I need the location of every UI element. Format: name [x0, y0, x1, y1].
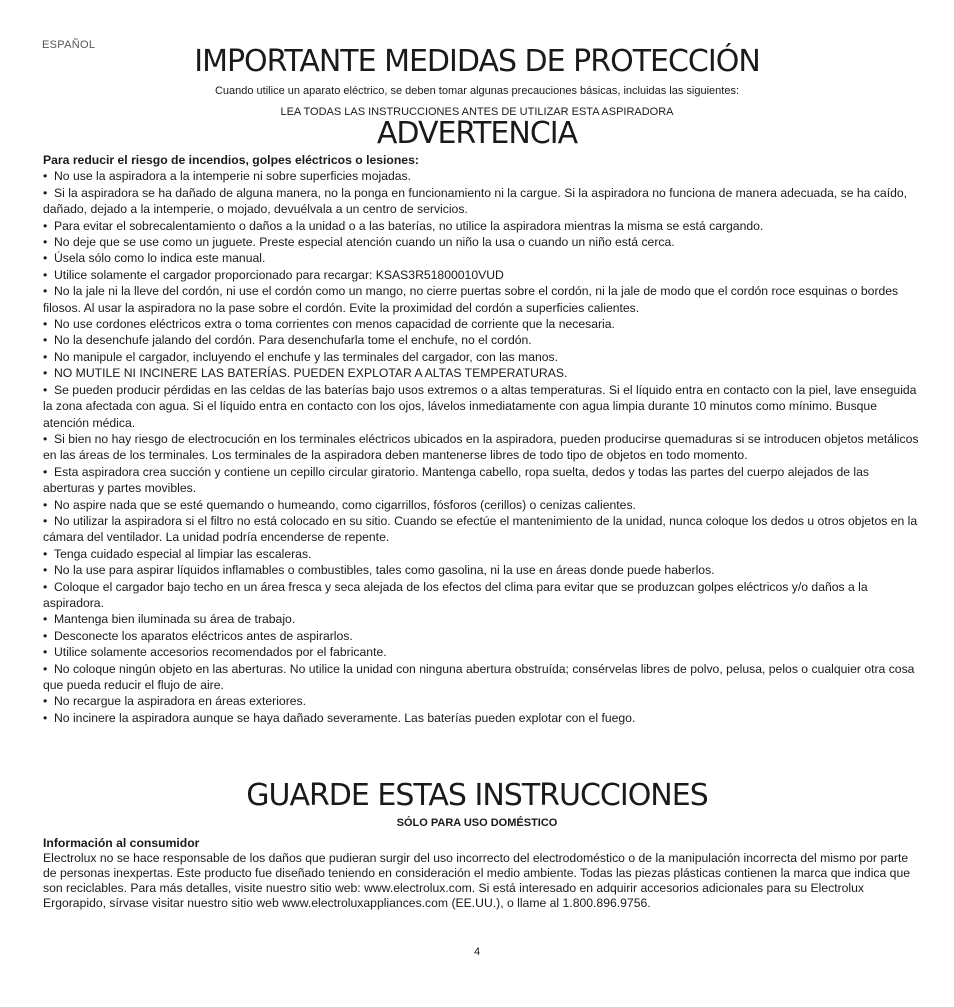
warning-item-text: Si bien no hay riesgo de electrocución en los terminales eléctricos ubicados en la aspiradora, pueden producirse quemaduras si se introducen objetos metálicos en las áreas de los terminales. Los terminales de la aspiradora deben mantenerse libres de todo tipo de objetos en todo momento.	[43, 431, 919, 463]
warning-item-text: No use la aspiradora a la intemperie ni sobre superficies mojadas.	[54, 169, 412, 184]
warning-item-text: Desconecte los aparatos eléctricos antes de aspirarlos.	[54, 628, 353, 643]
consumer-info-title: Información al consumidor	[43, 836, 200, 850]
bullet-marker: •	[43, 497, 48, 512]
intro-text: Cuando utilice un aparato eléctrico, se deben tomar algunas precauciones básicas, incluidas las siguientes:	[214, 85, 740, 97]
warning-item	[43, 628, 923, 644]
warning-item-text: No use cordones eléctricos extra o toma corrientes con menos capacidad de corriente que la necesaria.	[54, 317, 615, 332]
bullet-marker: •	[43, 579, 48, 594]
warning-item	[43, 332, 923, 348]
warning-item	[43, 546, 923, 562]
bullet-marker: •	[43, 431, 48, 446]
warning-item	[43, 218, 923, 234]
warning-lead: Para reducir el riesgo de incendios, golpes eléctricos o lesiones:	[43, 153, 419, 167]
warning-list	[43, 168, 923, 726]
bullet-marker: •	[43, 464, 48, 479]
warning-item	[43, 513, 923, 546]
warning-item-text: Si la aspiradora se ha dañado de alguna manera, no la ponga en funcionamiento ni la cargue. Si la aspiradora no funciona de manera adecuada, se ha caído, dañado, dejado a la intemperie, o mojado, devuélvala a un centro de servicios.	[43, 185, 908, 217]
bullet-marker: •	[43, 366, 48, 381]
warning-item-text: NO MUTILE NI INCINERE LAS BATERÍAS. PUEDEN EXPLOTAR A ALTAS TEMPERATURAS.	[54, 366, 568, 381]
warning-item	[43, 283, 923, 316]
warning-heading: ADVERTENCIA	[376, 116, 578, 151]
bullet-marker: •	[43, 251, 48, 266]
bullet-marker: •	[43, 628, 48, 643]
warning-item	[43, 661, 923, 694]
bullet-marker: •	[43, 169, 48, 184]
warning-item	[43, 497, 923, 513]
consumer-info-section	[43, 836, 923, 911]
warning-item-text: No manipule el cargador, incluyendo el enchufe y las terminales del cargador, con las manos.	[54, 349, 559, 364]
bullet-marker: •	[43, 185, 48, 200]
warning-item-text: No coloque ningún objeto en las aberturas. No utilice la unidad con ninguna abertura obstruída; consérvelas libres de polvo, pelusa, pelos o cualquier otra cosa que pueda reducir el flujo de aire.	[43, 661, 915, 692]
warning-item-text: Tenga cuidado especial al limpiar las escaleras.	[54, 546, 312, 561]
bullet-marker: •	[43, 349, 48, 364]
warning-item-text: No la use para aspirar líquidos inflamables o combustibles, tales como gasolina, ni la use en áreas donde puede haberlos.	[54, 563, 715, 578]
warning-item-text: No incinere la aspiradora aunque se haya dañado severamente. Las baterías pueden explotar con el fuego.	[54, 710, 636, 725]
bullet-marker: •	[43, 563, 48, 578]
bullet-marker: •	[43, 661, 48, 676]
warning-item	[43, 316, 923, 332]
warning-item	[43, 693, 923, 709]
domestic-use-notice: SÓLO PARA USO DOMÉSTICO	[396, 817, 558, 829]
warning-item	[43, 644, 923, 660]
warning-item-text: Para evitar el sobrecalentamiento o daños a la unidad o a las baterías, no utilice la aspiradora mientras la misma se está cargando.	[54, 218, 764, 233]
warning-item	[43, 579, 923, 612]
warning-item	[43, 611, 923, 627]
warning-item	[43, 464, 923, 497]
warning-item-text: No utilizar la aspiradora si el filtro no está colocado en su sitio. Cuando se efectúe el mantenimiento de la unidad, nunca coloque los dedos u otros objetos en la cámara del ventilador. La unidad podría encenderse de repente.	[43, 513, 918, 545]
bullet-marker: •	[43, 317, 48, 332]
bullet-marker: •	[43, 694, 48, 709]
warning-item-text: Utilice solamente el cargador proporcionado para recargar: KSAS3R51800010VUD	[54, 267, 504, 282]
warning-item	[43, 710, 923, 726]
warning-item	[43, 349, 923, 365]
bullet-marker: •	[43, 267, 48, 282]
warning-item	[43, 562, 923, 578]
warning-item	[43, 185, 923, 218]
warning-item-text: No la desenchufe jalando del cordón. Para desenchufarla tome el enchufe, no el cordón.	[54, 333, 532, 348]
warning-item-text: No aspire nada que se esté quemando o humeando, como cigarrillos, fósforos (cerillos) o cenizas calientes.	[54, 497, 636, 512]
bullet-marker: •	[43, 513, 48, 528]
warning-item	[43, 234, 923, 250]
page-number: 4	[473, 946, 481, 958]
warning-item	[43, 431, 923, 464]
bullet-marker: •	[43, 333, 48, 348]
warning-item	[43, 365, 923, 381]
warning-item-text: Coloque el cargador bajo techo en un área fresca y seca alejada de los efectos del clima para evitar que se produzcan golpes eléctricos y/o daños a la aspiradora.	[43, 579, 868, 610]
read-all-notice: LEA TODAS LAS INSTRUCCIONES ANTES DE UTILIZAR ESTA ASPIRADORA	[280, 106, 674, 118]
bullet-marker: •	[43, 218, 48, 233]
warning-item-text: Esta aspiradora crea succión y contiene un cepillo circular giratorio. Mantenga cabello, ropa suelta, dedos y todas las partes del cuerpo alejados de las aberturas y partes movibles.	[43, 464, 870, 496]
warning-item	[43, 250, 923, 266]
warning-item	[43, 267, 923, 283]
save-instructions-heading: GUARDE ESTAS INSTRUCCIONES	[246, 778, 708, 813]
warning-item-text: Mantenga bien iluminada su área de trabajo.	[54, 612, 296, 627]
warning-item-text: Úsela sólo como lo indica este manual.	[54, 251, 266, 266]
bullet-marker: •	[43, 382, 48, 397]
language-label: ESPAÑOL	[42, 39, 96, 51]
warning-item	[43, 168, 923, 184]
bullet-marker: •	[43, 235, 48, 250]
warning-item-text: No recargue la aspiradora en áreas exteriores.	[54, 694, 307, 709]
bullet-marker: •	[43, 612, 48, 627]
bullet-marker: •	[43, 645, 48, 660]
warning-item-text: No deje que se use como un juguete. Preste especial atención cuando un niño la usa o cuando un niño está cerca.	[54, 235, 675, 250]
warning-item	[43, 382, 923, 431]
warning-item-text: Utilice solamente accesorios recomendados por el fabricante.	[54, 645, 387, 660]
warning-section	[43, 152, 923, 726]
page-title: IMPORTANTE MEDIDAS DE PROTECCIÓN	[194, 44, 760, 79]
bullet-marker: •	[43, 284, 48, 299]
warning-item-text: No la jale ni la lleve del cordón, ni use el cordón como un mango, no cierre puertas sobre el cordón, ni la jale de modo que el cordón roce esquinas o bordes filosos. Al usar la aspiradora no la pase sobre el cordón. Evite la proximidad del cordón a superficies calientes.	[43, 284, 899, 315]
bullet-marker: •	[43, 710, 48, 725]
consumer-info-text: Electrolux no se hace responsable de los daños que pudieran surgir del uso incorrecto del electrodoméstico o de la manipulación incorrecta del mismo por parte de personas inexpertas. Este producto fue diseñado teniendo en consideración el medio ambiente. Todas las piezas plásticas contienen la marca que indica que son reciclables. Para más detalles, visite nuestro sitio web: www.electrolux.com. Si está interesado en adquirir accesorios adicionales para su Electrolux Ergorapido, sírvase visitar nuestro sitio web www.electroluxappliances.com (EE.UU.), o llame al 1.800.896.9756.	[43, 851, 910, 910]
warning-item-text: Se pueden producir pérdidas en las celdas de las baterías bajo usos extremos o a altas temperaturas. Si el líquido entra en contacto con la piel, lave enseguida la zona afectada con agua. Si el líquido entra en contacto con los ojos, lávelos inmediatamente con agua limpia durante 10 minutos como mínimo. Busque atención médica.	[43, 382, 917, 430]
bullet-marker: •	[43, 546, 48, 561]
